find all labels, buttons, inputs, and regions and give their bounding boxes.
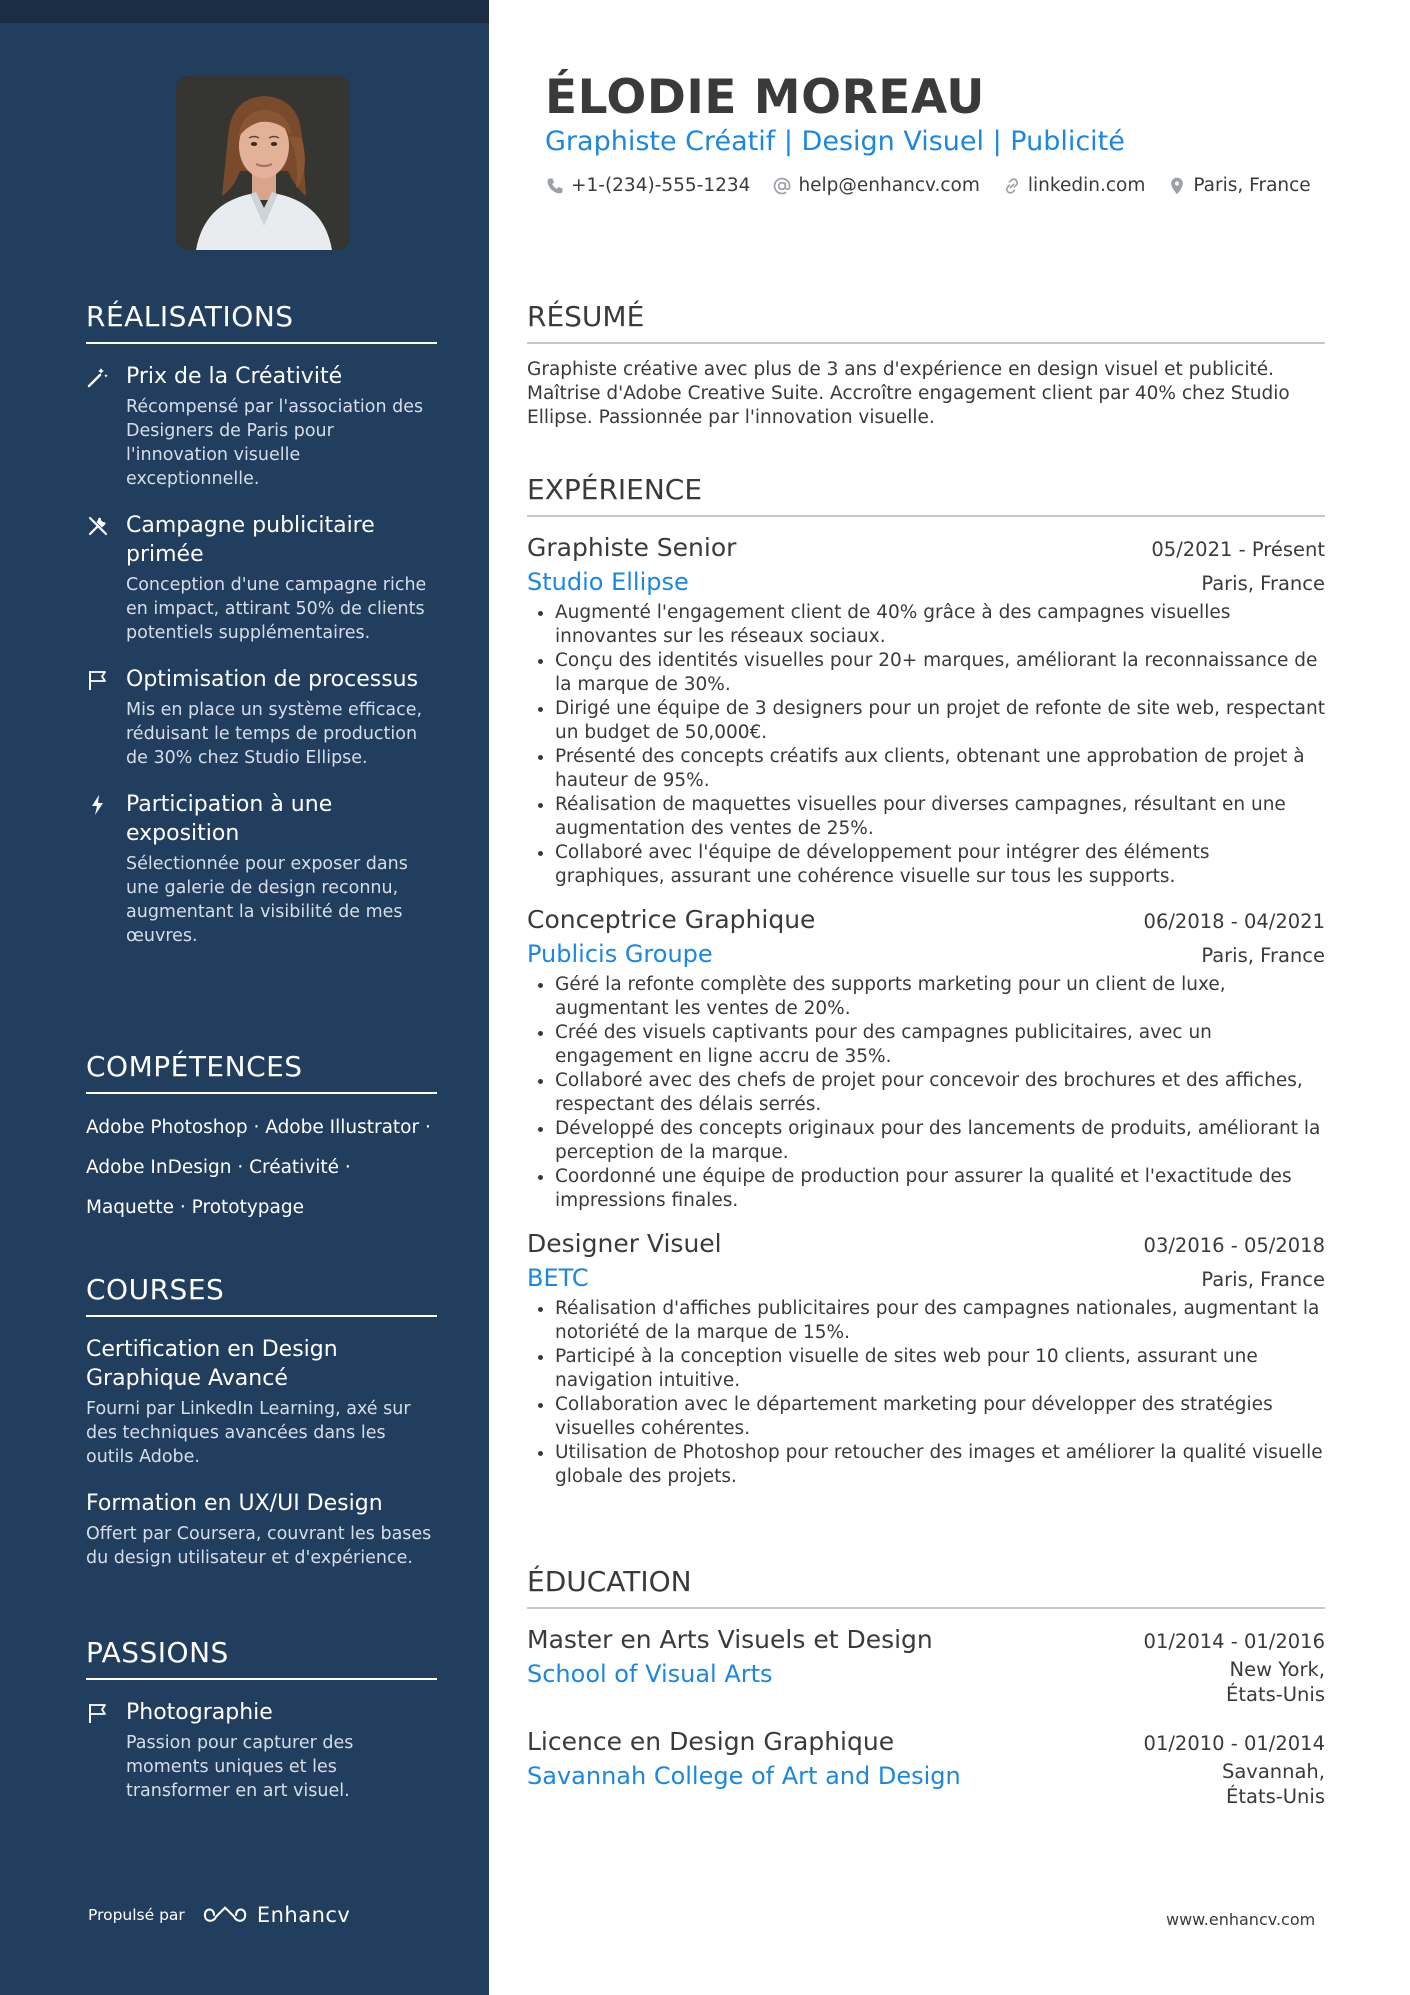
passion-description: Passion pour capturer des moments uniques et les transformer en art visuel.	[126, 1733, 354, 1801]
job-bullet: • Géré la refonte complète des supports marketing pour un client de luxe, augmentant les ventes de 20%.	[555, 973, 1325, 1021]
achievement-description: Conception d'une campagne riche en impact, attirant 50% de clients potentiels supplémentaires.	[126, 575, 427, 643]
job-bullets	[527, 601, 1325, 889]
job-bullet: • Réalisation de maquettes visuelles pour diverses campagnes, résultant en une augmentation des ventes de 25%.	[555, 793, 1325, 841]
course-title: Certification en Design Graphique Avancé	[86, 1337, 338, 1391]
course-title: Formation en UX/UI Design	[86, 1491, 383, 1516]
job-role: Conceptrice Graphique	[527, 905, 816, 934]
location-pin-icon	[1167, 176, 1187, 196]
courses-section	[86, 1273, 437, 1590]
at-sign-icon	[772, 176, 792, 196]
summary-section	[527, 300, 1325, 430]
job-location: Paris, France	[1201, 1268, 1325, 1291]
job-bullet: • Augmenté l'engagement client de 40% grâce à des campagnes visuelles innovantes sur les réseaux sociaux.	[555, 601, 1325, 649]
job-company[interactable]: Publicis Groupe	[527, 940, 713, 968]
profile-photo	[176, 76, 350, 250]
achievements-section	[86, 300, 437, 968]
passion-title: Photographie	[126, 1700, 273, 1725]
job-bullet: • Collaboré avec des chefs de projet pour concevoir des brochures et des affiches, respectant des délais serrés.	[555, 1069, 1325, 1117]
contact-phone[interactable]	[545, 175, 750, 196]
experience-section	[527, 473, 1325, 1503]
education-dates: 01/2014 - 01/2016	[1143, 1630, 1325, 1653]
job-dates: 03/2016 - 05/2018	[1143, 1234, 1325, 1257]
job-role: Designer Visuel	[527, 1229, 722, 1258]
job-entry	[527, 1227, 1325, 1489]
education-location: Savannah, États-Unis	[1221, 1760, 1325, 1808]
magic-wand-icon	[86, 365, 110, 389]
footer-url[interactable]: www.enhancv.com	[1166, 1910, 1316, 1929]
infinity-logo-icon	[203, 1904, 249, 1926]
education-degree: Master en Arts Visuels et Design	[527, 1625, 933, 1654]
job-bullet: • Réalisation d'affiches publicitaires pour des campagnes nationales, augmentant la notoriété de la marque de 15%.	[555, 1297, 1325, 1345]
enhancv-logo[interactable]	[203, 1903, 351, 1927]
summary-text: Graphiste créative avec plus de 3 ans d'expérience en design visuel et publicité. Maîtrise d'Adobe Creative Suite. Accroître engagement client par 40% chez Studio Ellipse. Passionnée par l'innovation visuelle.	[527, 359, 1290, 428]
education-entry	[527, 1623, 1325, 1707]
course-item	[86, 1335, 437, 1469]
brand-name: Enhancv	[256, 1903, 351, 1927]
sidebar	[0, 0, 489, 1995]
passion-item	[86, 1698, 437, 1803]
job-bullet: • Développé des concepts originaux pour des lancements de produits, améliorant la perception de la marque.	[555, 1117, 1325, 1165]
job-bullet: • Participé à la conception visuelle de sites web pour 10 clients, assurant une navigation intuitive.	[555, 1345, 1325, 1393]
job-entry	[527, 531, 1325, 889]
summary-title: RÉSUMÉ	[527, 300, 1325, 344]
job-bullets	[527, 1297, 1325, 1489]
achievement-description: Sélectionnée pour exposer dans une galerie de design reconnu, augmentant la visibilité de mes œuvres.	[126, 854, 408, 946]
job-dates: 05/2021 - Présent	[1151, 538, 1325, 561]
skills-list	[86, 1108, 437, 1228]
flag-icon	[86, 668, 110, 692]
achievements-title: RÉALISATIONS	[86, 300, 437, 344]
job-bullet: • Utilisation de Photoshop pour retoucher des images et améliorer la qualité visuelle globale des projets.	[555, 1441, 1325, 1489]
job-bullet: • Créé des visuels captivants pour des campagnes publicitaires, avec un engagement en ligne accru de 35%.	[555, 1021, 1325, 1069]
job-company[interactable]: BETC	[527, 1264, 589, 1292]
flag-icon	[86, 1701, 110, 1725]
tools-icon	[86, 514, 110, 538]
achievement-title: Optimisation de processus	[126, 667, 419, 692]
job-bullet: • Présenté des concepts créatifs aux clients, obtenant une approbation de projet à hauteur de 95%.	[555, 745, 1325, 793]
job-role: Graphiste Senior	[527, 533, 737, 562]
email-text: help@enhancv.com	[798, 175, 980, 196]
sidebar-top-bar	[0, 0, 489, 23]
achievement-item	[86, 665, 437, 770]
candidate-name: ÉLODIE MOREAU	[545, 70, 985, 125]
passions-title: PASSIONS	[86, 1636, 437, 1680]
achievement-title: Prix de la Créativité	[126, 364, 343, 389]
achievement-description: Mis en place un système efficace, réduisant le temps de production de 30% chez Studio Ellipse.	[126, 700, 423, 768]
link-icon	[1002, 176, 1022, 196]
contact-email[interactable]	[772, 175, 979, 196]
location-text: Paris, France	[1193, 175, 1311, 196]
contact-linkedin[interactable]	[1002, 175, 1145, 196]
skills-section	[86, 1050, 437, 1228]
job-bullet: • Coordonné une équipe de production pour assurer la qualité et l'exactitude des impressions finales.	[555, 1165, 1325, 1213]
powered-by-label: Propulsé par	[88, 1906, 185, 1924]
achievement-item	[86, 362, 437, 491]
education-location: New York, États-Unis	[1226, 1658, 1325, 1706]
contact-location	[1167, 175, 1310, 196]
education-dates: 01/2010 - 01/2014	[1143, 1732, 1325, 1755]
education-school[interactable]: Savannah College of Art and Design	[527, 1762, 961, 1790]
skills-line: Adobe InDesign · Créativité ·	[86, 1157, 351, 1178]
achievement-item	[86, 511, 437, 645]
achievement-title: Participation à une exposition	[126, 792, 333, 846]
phone-text: +1-(234)-555-1234	[571, 175, 751, 196]
education-school[interactable]: School of Visual Arts	[527, 1660, 773, 1688]
lightning-icon	[86, 793, 110, 817]
contact-bar	[545, 175, 1311, 196]
linkedin-text: linkedin.com	[1027, 175, 1146, 196]
job-bullets	[527, 973, 1325, 1213]
job-bullet: • Conçu des identités visuelles pour 20+ marques, améliorant la reconnaissance de la marque de 30%.	[555, 649, 1325, 697]
job-location: Paris, France	[1201, 572, 1325, 595]
achievement-item	[86, 790, 437, 948]
job-entry	[527, 903, 1325, 1213]
passions-section	[86, 1636, 437, 1823]
course-item	[86, 1489, 437, 1570]
job-company[interactable]: Studio Ellipse	[527, 568, 689, 596]
experience-title: EXPÉRIENCE	[527, 473, 1325, 517]
job-location: Paris, France	[1201, 944, 1325, 967]
achievement-title: Campagne publicitaire primée	[126, 513, 375, 567]
candidate-tagline: Graphiste Créatif | Design Visuel | Publicité	[545, 126, 1125, 157]
job-dates: 06/2018 - 04/2021	[1143, 910, 1325, 933]
powered-by	[88, 1903, 350, 1927]
phone-icon	[545, 176, 565, 196]
course-description: Fourni par LinkedIn Learning, axé sur des techniques avancées dans les outils Adobe.	[86, 1399, 411, 1467]
skills-title: COMPÉTENCES	[86, 1050, 437, 1094]
achievement-description: Récompensé par l'association des Designers de Paris pour l'innovation visuelle exceptionnelle.	[126, 397, 424, 489]
course-description: Offert par Coursera, couvrant les bases du design utilisateur et d'expérience.	[86, 1524, 432, 1568]
education-title: ÉDUCATION	[527, 1565, 1325, 1609]
education-degree: Licence en Design Graphique	[527, 1727, 895, 1756]
education-entry	[527, 1725, 1325, 1809]
skills-line: Adobe Photoshop · Adobe Illustrator ·	[86, 1117, 431, 1138]
job-bullet: • Dirigé une équipe de 3 designers pour un projet de refonte de site web, respectant un budget de 50,000€.	[555, 697, 1325, 745]
job-bullet: • Collaboré avec l'équipe de développement pour intégrer des éléments graphiques, assurant une cohérence visuelle sur tous les supports.	[555, 841, 1325, 889]
job-bullet: • Collaboration avec le département marketing pour développer des stratégies visuelles cohérentes.	[555, 1393, 1325, 1441]
education-section	[527, 1565, 1325, 1827]
skills-line: Maquette · Prototypage	[86, 1197, 305, 1218]
courses-title: COURSES	[86, 1273, 437, 1317]
